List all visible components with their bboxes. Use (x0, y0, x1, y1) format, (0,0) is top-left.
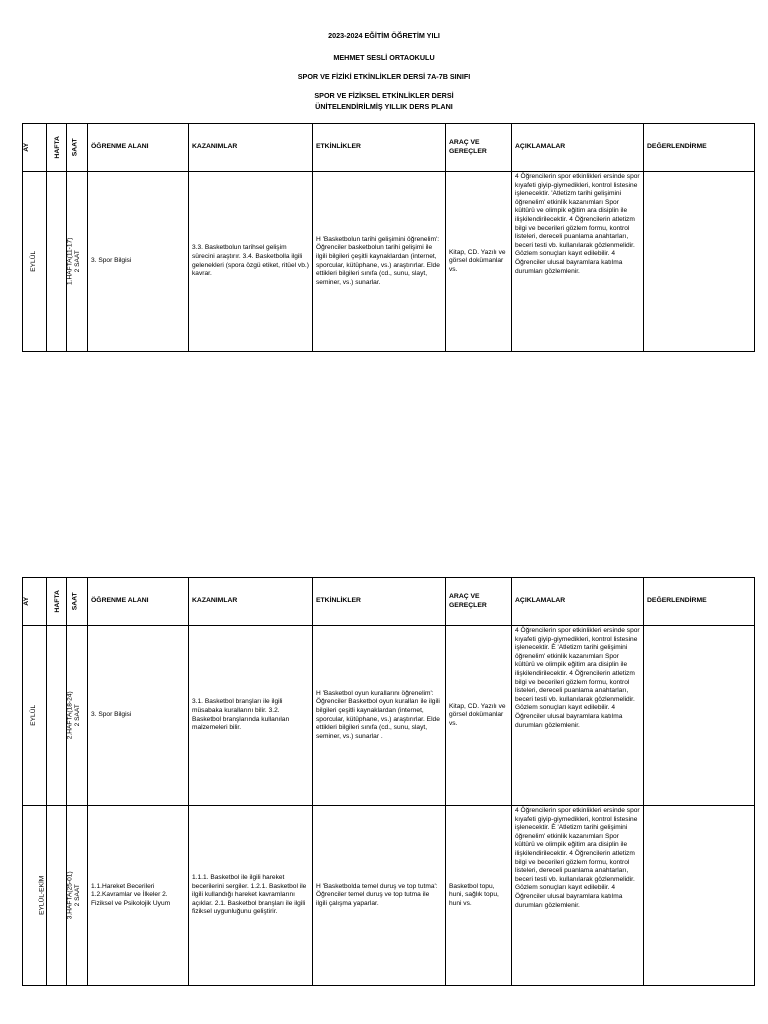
cell-arac: Kitap, CD. Yazılı ve görsel dokümanlar vs. (446, 172, 512, 352)
col-header-arac-gerecler: ARAÇ VE GEREÇLER (446, 578, 512, 626)
cell-ogrenme-alani: 3. Spor Bilgisi (88, 626, 189, 806)
col-header-etkinlikler: ETKİNLİKLER (313, 124, 446, 172)
school-name: MEHMET SESLİ ORTAOKULU (333, 53, 435, 62)
academic-year-title: 2023-2024 EĞİTİM ÖĞRETİM YILI (328, 31, 440, 40)
cell-ogrenme-alani: 3. Spor Bilgisi (88, 172, 189, 352)
cell-degerlendirme (644, 172, 755, 352)
cell-arac: Basketbol topu, huni, sağlık topu, huni vs. (446, 806, 512, 986)
cell-aciklamalar: 4 Öğrencilerin spor etkinlikleri ersinde spor kıyafeti giyip-giymedikleri, kontrol listesine işlenecektir. È 'Atletizm tarihi gelişimini öğrenelim' etkinlik kazanımları Spor kültürü ve olimpik eğitim ara disiplin ile ilişkilendirilecektir. 4 Öğrencilerin atletizm bilgi ve becerileri gözlem formu, kontrol listeleri, dereceli puanlama anahtarları, beceri testi vb. kullanılarak gözlenmelidir. Gözlem sonuçları kayıt edilebilir. 4 Öğrenciler ulusal bayramlara katılma durumları gözlemlenir. (512, 806, 644, 986)
col-header-arac-gerecler: ARAÇ VE GEREÇLER (446, 124, 512, 172)
header-row (23, 578, 755, 626)
cell-aciklamalar: 4 Öğrencilerin spor etkinlikleri ersinde spor kıyafeti giyip-giymedikleri, kontrol listesine işlenecektir. 'Atletizm tarihi gelişimini öğrenelim' etkinlik kazanımları Spor kültürü ve olimpik eğitim ara disiplin ile ilişkilendirilecektir. 4 Öğrencilerin atletizm bilgi ve becerileri gözlem formu, kontrol listeleri, dereceli puanlama anahtarları, beceri testi vb. kullanılarak gözlenmelidir. Gözlem sonuçları kayıt edilebilir. 4 Öğrenciler ulusal bayramlara katılma durumları gözlemlenir. (512, 172, 644, 352)
cell-degerlendirme (644, 626, 755, 806)
col-header-hafta: HAFTA (47, 578, 67, 626)
col-header-aciklamalar: AÇIKLAMALAR (512, 578, 644, 626)
course-title: SPOR VE FİZİKSEL ETKİNLİKLER DERSİ (314, 91, 454, 100)
cell-kazanimlar: 3.3. Basketbolun tarihsel gelişim sürecini araştırır. 3.4. Basketbolla ilgili gelenekleri (spora özgü etiket, ritüel vb.) kavrar. (189, 172, 313, 352)
col-header-hafta: HAFTA (47, 124, 67, 172)
col-header-ay: AY (23, 578, 47, 626)
table-row (23, 172, 755, 352)
cell-aciklamalar: 4 Öğrencilerin spor etkinlikleri ersinde spor kıyafeti giyip-giymedikleri, kontrol listesine işlenecektir. È 'Atletizm tarihi gelişimini öğrenelim' etkinlik kazanımları Spor kültürü ve olimpik eğitim ara disiplin ile ilişkilendirilecektir. 4 Öğrencilerin atletizm bilgi ve becerileri gözlem formu, kontrol listeleri, dereceli puanlama anahtarları, beceri testi vb. kullanılarak gözlenmelidir. Gözlem sonuçları kayıt edilebilir. 4 Öğrenciler ulusal bayramlara katılma durumları gözlemlenir. (512, 626, 644, 806)
col-header-saat: SAAT (67, 124, 88, 172)
cell-saat: 2 SAAT (67, 806, 88, 986)
cell-etkinlikler: H 'Basketbol oyun kurallarını öğrenelim': Öğrenciler Basketbol oyun kuralları ile ilgili bilgileri çeşitli kaynaklardan (internet, sporcular, kütüphane, vs.) araştırırlar. Elde ettikleri bilgileri sınıfa (cd., sunu, slayt, seminer, vs.) sunarlar . (313, 626, 446, 806)
plan-title: ÜNİTELENDİRİLMİŞ YILLIK DERS PLANI (315, 102, 453, 111)
cell-kazanimlar: 1.1.1. Basketbol ile ilgili hareket becerilerini sergiler. 1.2.1. Basketbol ile ilgili kullandığı hareket kavramlarını açıklar. 2.1. Basketbol branşları ile ilgili fiziksel uygunluğunu geliştirir. (189, 806, 313, 986)
plan-table-2 (22, 577, 755, 986)
cell-ay: EYLÜL (23, 626, 47, 806)
cell-saat: 2 SAAT (67, 172, 88, 352)
cell-saat: 2 SAAT (67, 626, 88, 806)
plan-table-1 (22, 123, 755, 352)
header-row (23, 124, 755, 172)
col-header-degerlendirme: DEĞERLENDİRME (644, 578, 755, 626)
cell-arac: Kitap, CD. Yazılı ve görsel dokümanlar vs. (446, 626, 512, 806)
col-header-kazanimlar: KAZANIMLAR (189, 578, 313, 626)
course-class-title: SPOR VE FİZİKİ ETKİNLİKLER DERSİ 7A-7B SINIFI (297, 72, 471, 81)
cell-ay: EYLÜL-EKİM (23, 806, 47, 986)
col-header-aciklamalar: AÇIKLAMALAR (512, 124, 644, 172)
col-header-ogrenme-alani: ÖĞRENME ALANI (88, 124, 189, 172)
cell-etkinlikler: H 'Basketbolda temel duruş ve top tutma': Öğrenciler temel duruş ve top tutma ile ilgili çalışma yaparlar. (313, 806, 446, 986)
col-header-degerlendirme: DEĞERLENDİRME (644, 124, 755, 172)
cell-kazanimlar: 3.1. Basketbol branşları ile ilgili müsabaka kurallarını bilir. 3.2. Basketbol branşlarında kullanılan malzemeleri bilir. (189, 626, 313, 806)
cell-degerlendirme (644, 806, 755, 986)
cell-ay: EYLÜL (23, 172, 47, 352)
table-row (23, 626, 755, 806)
table-row (23, 806, 755, 986)
cell-ogrenme-alani: 1.1.Hareket Becerileri 1.2.Kavramlar ve İlkeler 2. Fiziksel ve Psikolojik Uyum (88, 806, 189, 986)
col-header-etkinlikler: ETKİNLİKLER (313, 578, 446, 626)
col-header-saat: SAAT (67, 578, 88, 626)
cell-hafta: 2.HAFTA(18-24) (47, 626, 67, 806)
cell-etkinlikler: H 'Basketbolun tarihi gelişimini öğrenelim': Öğrenciler basketbolun tarihi gelişimi ile ilgili bilgileri çeşitli kaynaklardan (internet, sporcular, kütüphane, vs.) araştırırlar. Elde ettikleri bilgileri sınıfa (cd., sunu, slayt, seminer, vs.) sunarlar. (313, 172, 446, 352)
col-header-ay: AY (23, 124, 47, 172)
cell-hafta: 1.HAFTA(11-17) (47, 172, 67, 352)
col-header-kazanimlar: KAZANIMLAR (189, 124, 313, 172)
col-header-ogrenme-alani: ÖĞRENME ALANI (88, 578, 189, 626)
cell-hafta: 3.HAFTA(25-01) (47, 806, 67, 986)
